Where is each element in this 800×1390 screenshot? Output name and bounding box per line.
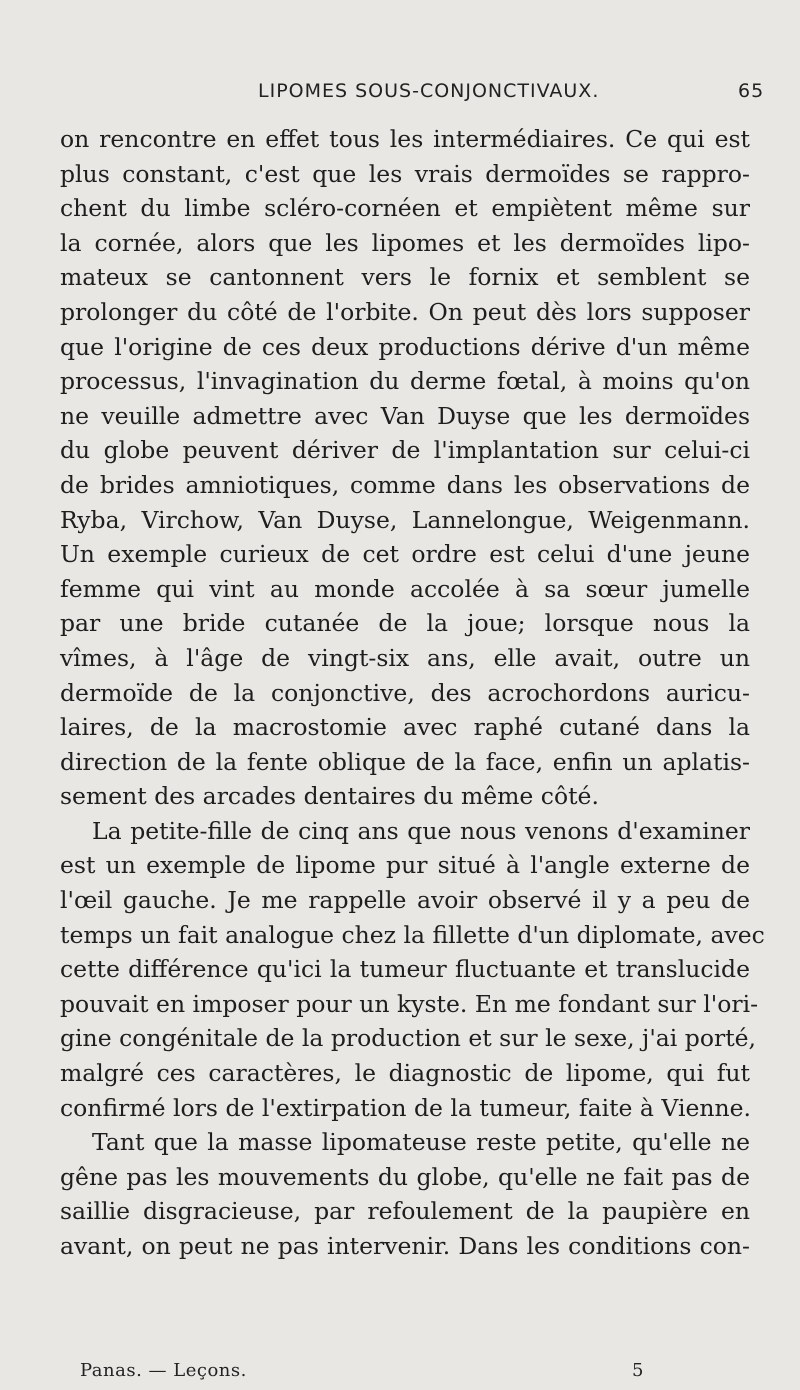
text-line: Tant que la masse lipomateuse reste petite, qu'elle ne <box>92 1128 750 1157</box>
text-line: pouvait en imposer pour un kyste. En me fondant sur l'ori- <box>60 989 759 1018</box>
text-line: direction de la fente oblique de la face, enfin un aplatis- <box>60 747 750 776</box>
text-line: prolonger du côté de l'orbite. On peut dès lors supposer <box>60 297 750 326</box>
text-line: malgré ces caractères, le diagnostic de lipome, qui fut <box>60 1059 750 1088</box>
text-line: est un exemple de lipome pur situé à l'angle externe de <box>60 851 750 880</box>
text-line: avant, on peut ne pas intervenir. Dans les conditions con- <box>60 1232 750 1260</box>
text-line: du globe peuvent dériver de l'implantation sur celui-ci <box>60 436 750 465</box>
text-line: temps un fait analogue chez la fillette d'un diplomate, avec <box>60 920 765 949</box>
text-line: mateux se cantonnent vers le fornix et semblent se <box>60 263 750 292</box>
text-line: plus constant, c'est que les vrais dermoïdes se rappro- <box>60 159 750 188</box>
text-line: ne veuille admettre avec Van Duyse que les dermoïdes <box>60 401 750 430</box>
page-footer <box>80 1360 760 1386</box>
text-line: femme qui vint au monde accolée à sa sœur jumelle <box>60 574 750 603</box>
text-line: vîmes, à l'âge de vingt-six ans, elle avait, outre un <box>60 643 750 672</box>
running-head <box>0 78 800 108</box>
text-line: dermoïde de la conjonctive, des acrochordons auricu- <box>60 678 750 707</box>
text-line: Ryba, Virchow, Van Duyse, Lannelongue, Weigenmann. <box>60 505 750 534</box>
body-text <box>60 122 765 1264</box>
paragraph-2 <box>60 814 765 1125</box>
text-line: cette différence qu'ici la tumeur fluctuante et translucide <box>60 955 750 984</box>
page-number: 65 <box>738 80 765 102</box>
text-line: de brides amniotiques, comme dans les observations de <box>60 470 750 499</box>
text-line: laires, de la macrostomie avec raphé cutané dans la <box>60 713 750 742</box>
text-line: saillie disgracieuse, par refoulement de la paupière en <box>60 1197 750 1226</box>
text-line: sement des arcades dentaires du même côté. <box>60 782 599 811</box>
text-line: on rencontre en effet tous les intermédiaires. Ce qui est <box>60 125 750 153</box>
sheet-number: 5 <box>632 1360 644 1381</box>
footer-signature: Panas. — Leçons. <box>80 1360 247 1381</box>
text-line: gine congénitale de la production et sur le sexe, j'ai porté, <box>60 1024 757 1053</box>
running-title: LIPOMES SOUS-CONJONCTIVAUX. <box>258 80 600 102</box>
text-line: l'œil gauche. Je me rappelle avoir observé il y a peu de <box>60 886 750 915</box>
text-line: par une bride cutanée de la joue; lorsque nous la <box>60 609 750 638</box>
text-line: la cornée, alors que les lipomes et les dermoïdes lipo- <box>60 228 750 257</box>
text-line: confirmé lors de l'extirpation de la tumeur, faite à Vienne. <box>60 1093 752 1122</box>
text-line: La petite-fille de cinq ans que nous venons d'examiner <box>92 816 750 845</box>
paragraph-1 <box>60 122 750 814</box>
text-line: que l'origine de ces deux productions dérive d'un même <box>60 332 750 361</box>
paragraph-3 <box>60 1125 750 1263</box>
text-line: Un exemple curieux de cet ordre est celui d'une jeune <box>60 540 750 569</box>
text-line: gêne pas les mouvements du globe, qu'elle ne fait pas de <box>60 1162 750 1191</box>
text-line: processus, l'invagination du derme fœtal, à moins qu'on <box>60 367 750 396</box>
text-line: chent du limbe scléro-cornéen et empiètent même sur <box>60 194 750 223</box>
